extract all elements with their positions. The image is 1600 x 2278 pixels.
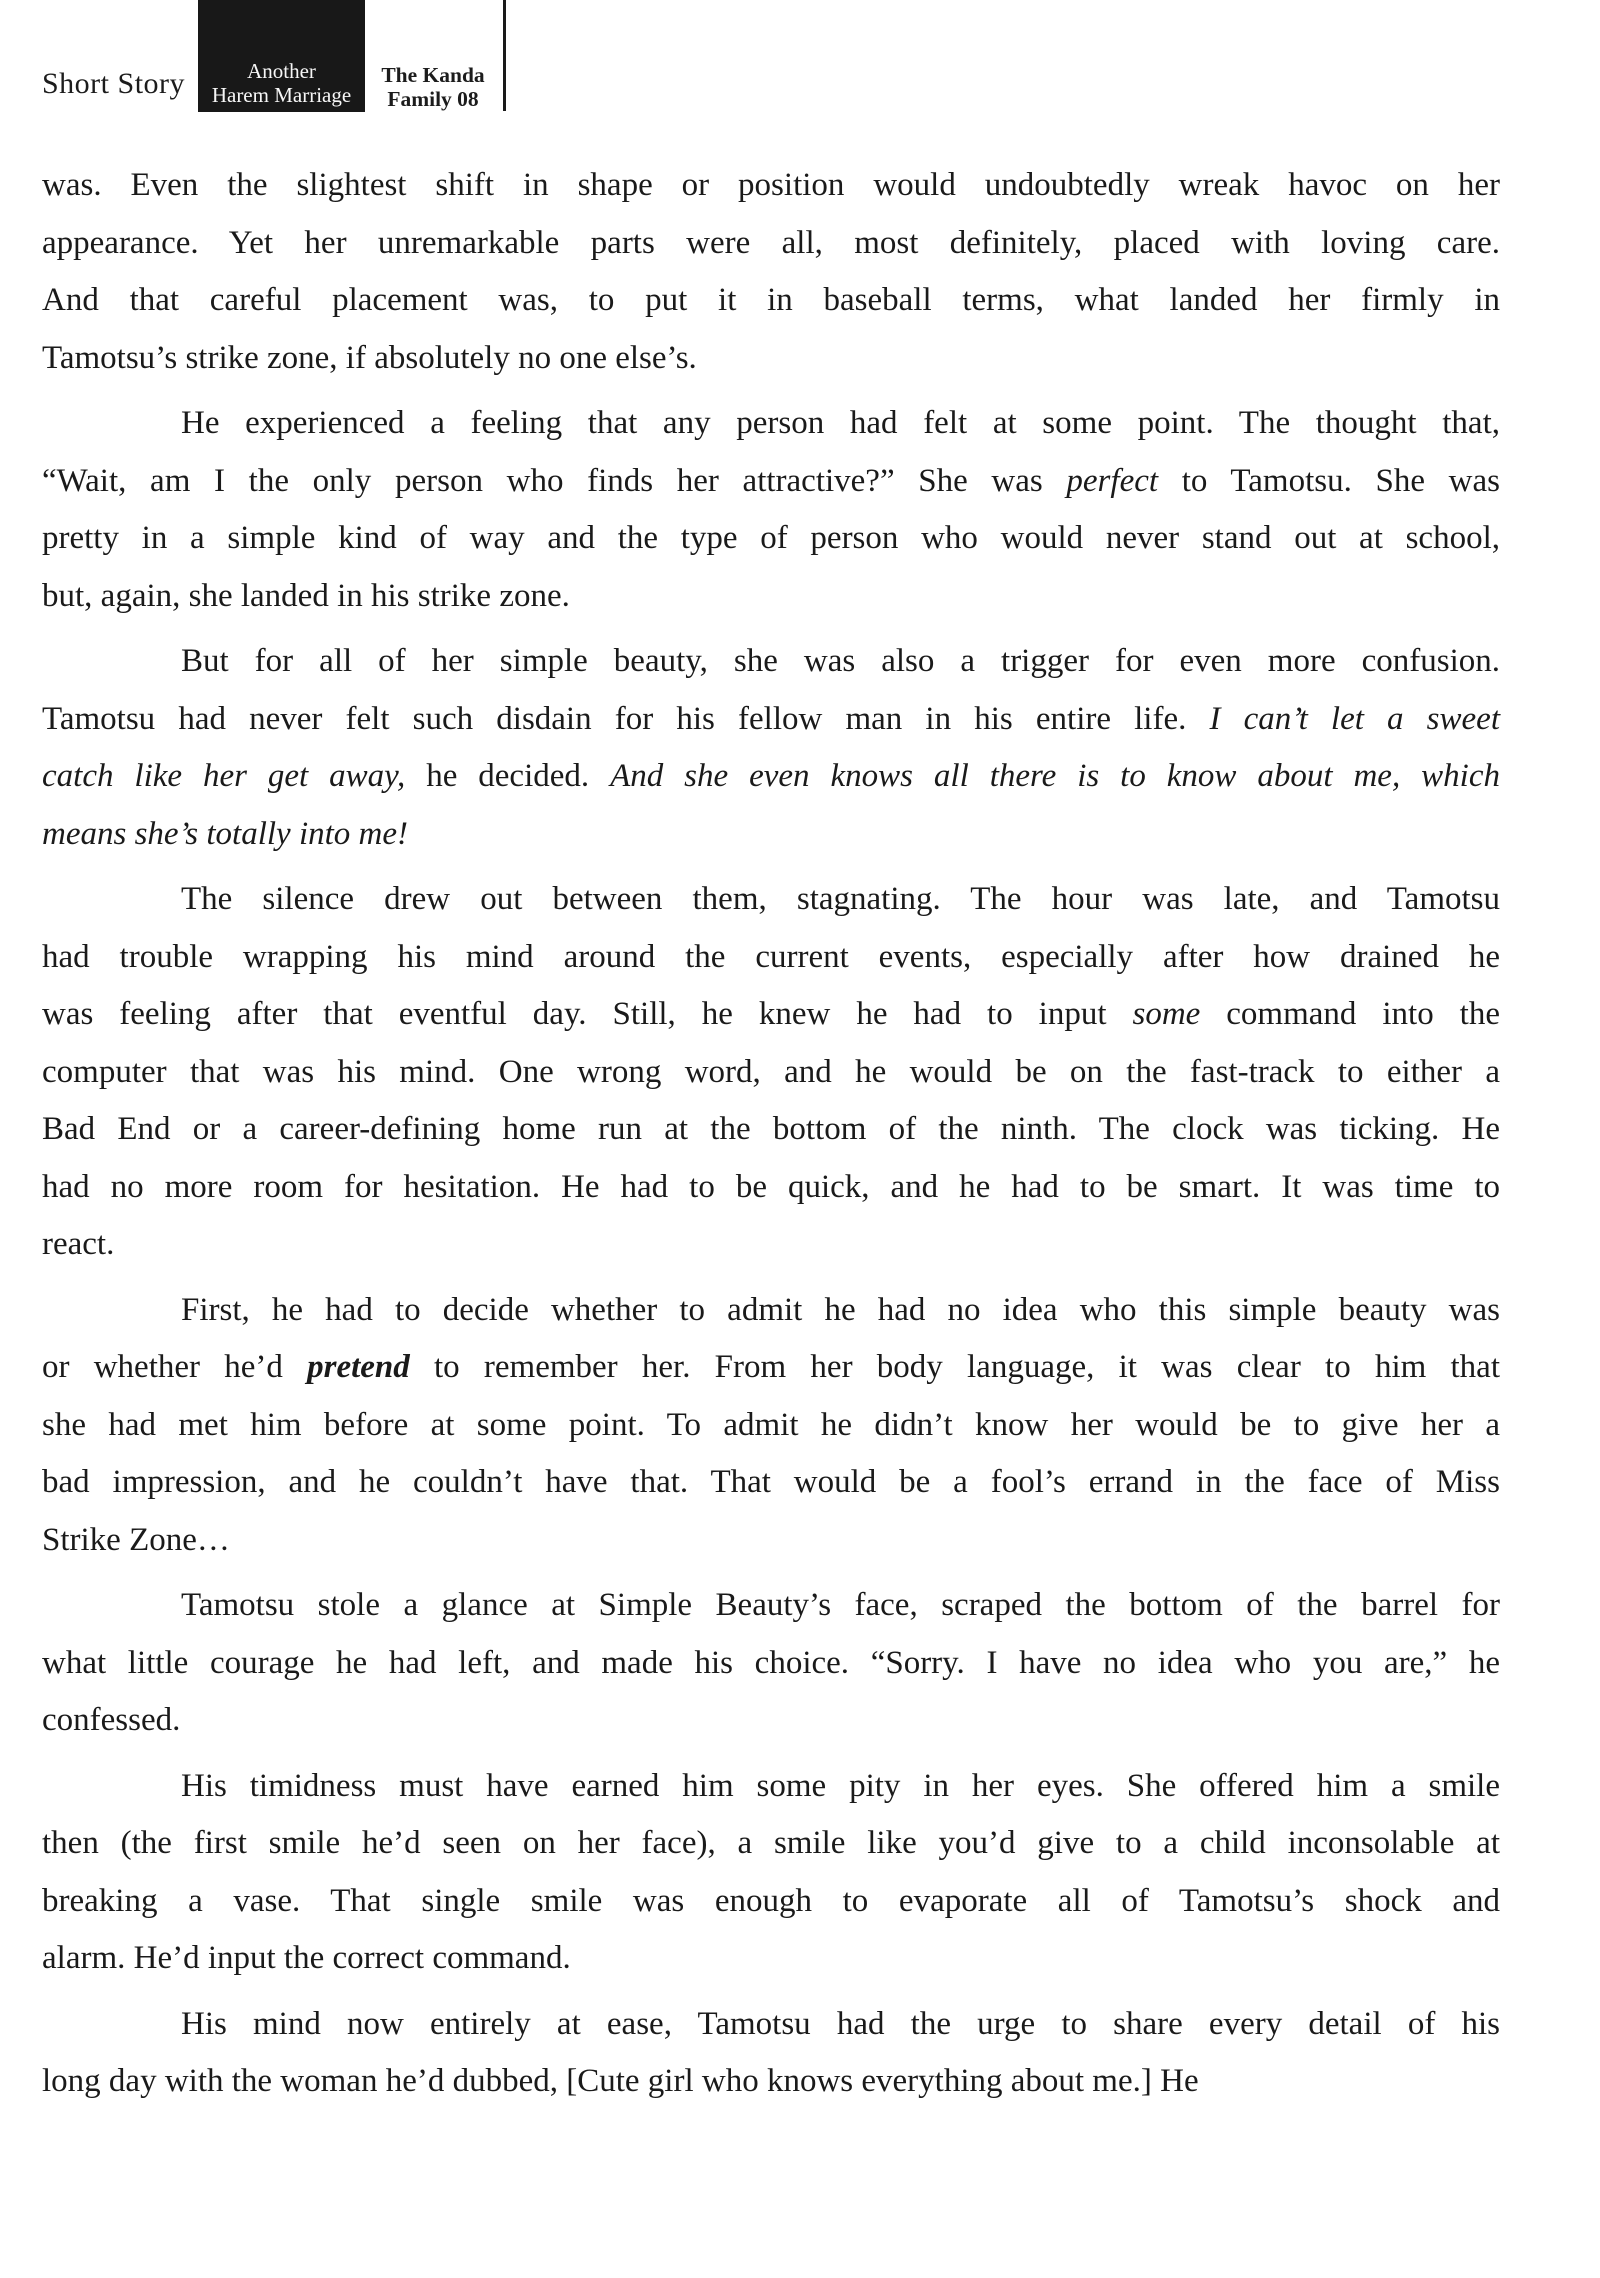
text-run: breaking a vase. That single smile was enough to evaporate all of Tamotsu’s shock and <box>42 1882 1500 1919</box>
series-title-line2: Harem Marriage <box>211 83 352 107</box>
text-run: pretty in a simple kind of way and the type of person who would never stand out at school, <box>42 520 1500 556</box>
text-run: but, again, she landed in his strike zone. <box>42 577 570 614</box>
body-line <box>42 2053 1500 2111</box>
body-line <box>42 748 1500 806</box>
text-run: Tamotsu had never felt such disdain for his fellow man in his entire life. <box>42 700 1210 737</box>
body-line <box>42 1101 1500 1159</box>
body-line <box>42 1044 1500 1102</box>
paragraph <box>42 395 1500 625</box>
body-line <box>42 1873 1500 1931</box>
text-run: confessed. <box>42 1702 181 1738</box>
body-line <box>42 1339 1500 1397</box>
body-line <box>42 633 1500 691</box>
emphasized-text-run: And she even knows all there is to know about me, which <box>610 758 1500 794</box>
paragraph <box>42 871 1500 1274</box>
text-run: to Tamotsu. She was <box>1158 462 1500 499</box>
emphasized-text-run: catch like her get away, <box>42 758 406 794</box>
body-line <box>42 157 1500 215</box>
body-line <box>42 568 1500 626</box>
text-run: long day with the woman he’d dubbed, [Cute girl who knows everything about me.] He <box>42 2063 1199 2099</box>
body-line <box>42 272 1500 330</box>
emphasized-text-run: pretend <box>307 1349 410 1385</box>
body-line <box>42 1692 1500 1750</box>
paragraph <box>42 1577 1500 1750</box>
body-line <box>42 1159 1500 1217</box>
volume-title <box>371 0 495 113</box>
paragraph <box>42 157 1500 387</box>
paragraph <box>42 633 1500 863</box>
text-run: command into the <box>1200 996 1500 1032</box>
text-run: react. <box>42 1226 115 1262</box>
paragraph <box>42 1758 1500 1988</box>
text-run: had trouble wrapping his mind around the current events, especially after how drained he <box>42 938 1500 975</box>
header-section-label: Short Story <box>42 67 186 100</box>
emphasized-text-run: I can’t let a sweet <box>1209 700 1500 737</box>
text-run: Bad End or a career-defining home run at the bottom of the ninth. The clock was ticking. He <box>42 1111 1500 1147</box>
text-run: First, he had to decide whether to admit he had no idea who this simple beauty was <box>181 1291 1500 1328</box>
body-line <box>42 1815 1500 1873</box>
volume-title-line2: Family 08 <box>387 86 479 111</box>
text-run: he decided. <box>405 758 611 794</box>
text-run: then (the first smile he’d seen on her face), a smile like you’d give to a child inconsolable at <box>42 1825 1500 1861</box>
text-run: His timidness must have earned him some pity in her eyes. She offered him a smile <box>181 1767 1500 1804</box>
body-line <box>42 453 1500 511</box>
body-line <box>42 871 1500 929</box>
text-run: He experienced a feeling that any person had felt at some point. The thought that, <box>181 405 1500 441</box>
body-line <box>42 691 1500 749</box>
body-line <box>42 1397 1500 1455</box>
header-vertical-rule <box>503 0 506 111</box>
text-run: Tamotsu’s strike zone, if absolutely no one else’s. <box>42 339 697 376</box>
body-line <box>42 1996 1500 2054</box>
text-run: The silence drew out between them, stagnating. The hour was late, and Tamotsu <box>181 881 1500 917</box>
text-run: alarm. He’d input the correct command. <box>42 1940 571 1976</box>
body-line <box>42 929 1500 987</box>
body-text <box>42 157 1500 2111</box>
text-run: was. Even the slightest shift in shape or position would undoubtedly wreak havoc on her <box>42 167 1500 203</box>
body-line <box>42 1577 1500 1635</box>
text-run: His mind now entirely at ease, Tamotsu had the urge to share every detail of his <box>181 2005 1500 2042</box>
series-title-box <box>198 0 365 112</box>
text-run: had no more room for hesitation. He had to be quick, and he had to be smart. It was time to <box>42 1168 1500 1205</box>
emphasized-text-run: some <box>1132 996 1201 1032</box>
emphasized-text-run: perfect <box>1066 462 1159 499</box>
body-line <box>42 1635 1500 1693</box>
series-title-line1: Another <box>247 59 316 83</box>
body-line <box>42 1216 1500 1274</box>
text-run: computer that was his mind. One wrong word, and he would be on the fast-track to either a <box>42 1053 1500 1090</box>
body-line <box>42 1454 1500 1512</box>
body-line <box>42 986 1500 1044</box>
text-run: And that careful placement was, to put it in baseball terms, what landed her firmly in <box>42 282 1500 318</box>
body-line <box>42 1930 1500 1988</box>
body-line <box>42 1512 1500 1570</box>
emphasized-text-run: means she’s totally into me! <box>42 815 409 852</box>
text-run: “Wait, am I the only person who finds her attractive?” She was <box>42 462 1067 499</box>
body-line <box>42 395 1500 453</box>
body-line <box>42 806 1500 864</box>
text-run: But for all of her simple beauty, she was also a trigger for even more confusion. <box>181 643 1500 679</box>
text-run: what little courage he had left, and made his choice. “Sorry. I have no idea who you are,” he <box>42 1644 1500 1681</box>
text-run: she had met him before at some point. To admit he didn’t know her would be to give her a <box>42 1406 1500 1443</box>
body-line <box>42 510 1500 568</box>
text-run: appearance. Yet her unremarkable parts were all, most definitely, placed with loving care. <box>42 224 1500 261</box>
text-run: bad impression, and he couldn’t have that. That would be a fool’s errand in the face of Miss <box>42 1464 1500 1500</box>
body-line <box>42 1282 1500 1340</box>
text-run: or whether he’d <box>42 1349 308 1385</box>
text-run: to remember her. From her body language, it was clear to him that <box>409 1349 1500 1385</box>
volume-title-line1: The Kanda <box>381 63 485 87</box>
paragraph <box>42 1282 1500 1570</box>
text-run: Tamotsu stole a glance at Simple Beauty’s face, scraped the bottom of the barrel for <box>181 1587 1500 1623</box>
body-line <box>42 330 1500 388</box>
body-line <box>42 1758 1500 1816</box>
paragraph <box>42 1996 1500 2111</box>
text-run: was feeling after that eventful day. Still, he knew he had to input <box>42 996 1133 1032</box>
text-run: Strike Zone… <box>42 1521 230 1558</box>
body-line <box>42 215 1500 273</box>
